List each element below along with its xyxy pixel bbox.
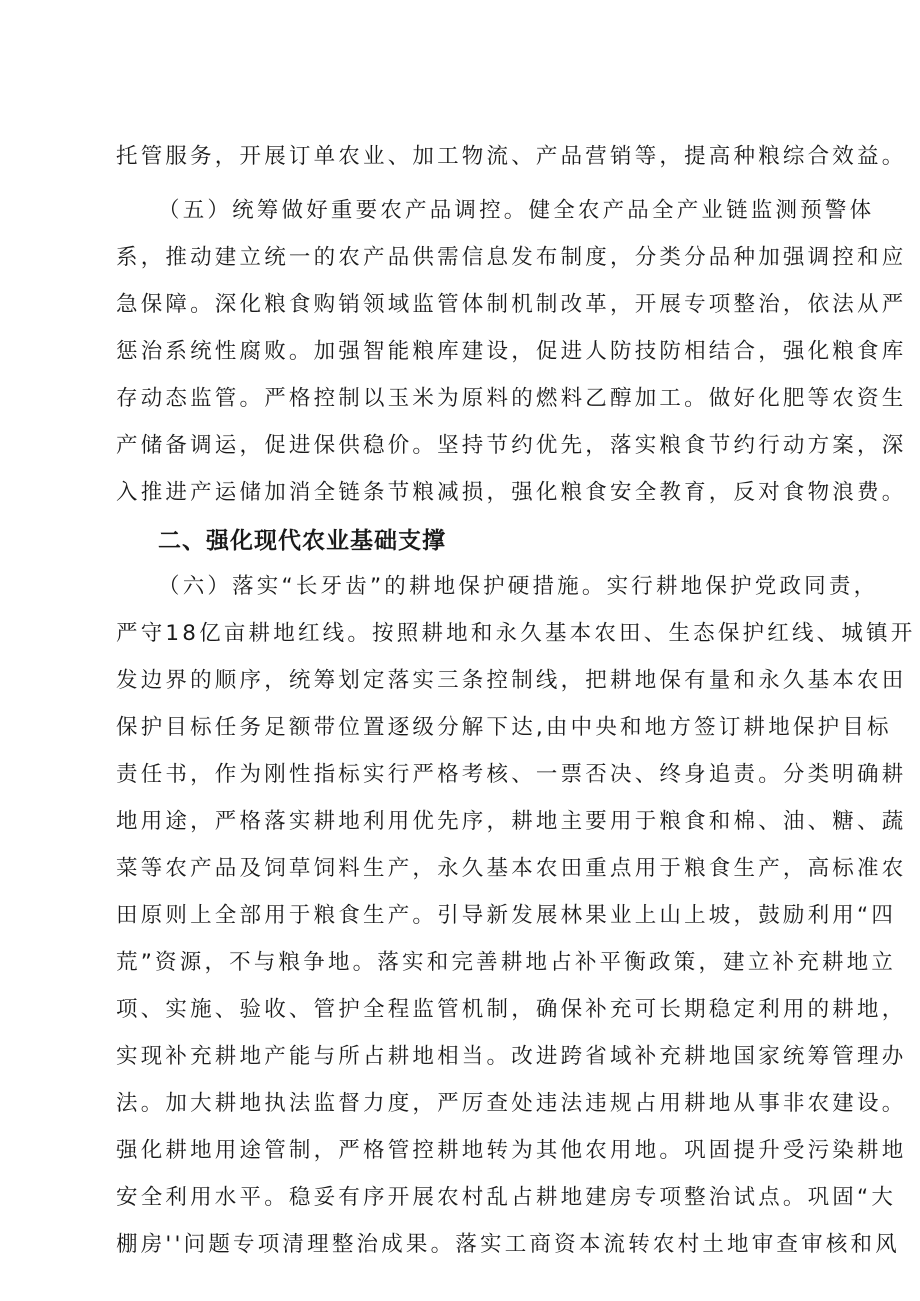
paragraph-line: 强化耕地用途管制，严格管控耕地转为其他农用地。巩固提升受污染耕地 — [116, 1138, 907, 1163]
paragraph-line: 实现补充耕地产能与所占耕地相当。改进跨省域补充耕地国家统筹管理办 — [116, 1044, 907, 1069]
section-heading: 二、强化现代农业基础支撑 — [158, 528, 446, 554]
paragraph-line: 地用途，严格落实耕地利用优先序，耕地主要用于粮食和棉、油、糖、蔬 — [116, 809, 907, 834]
paragraph-line: 系，推动建立统一的农产品供需信息发布制度，分类分品种加强调控和应 — [116, 245, 907, 270]
paragraph-line: 责任书，作为刚性指标实行严格考核、一票否决、终身追责。分类明确耕 — [116, 762, 907, 787]
paragraph-line: 保护目标任务足额带位置逐级分解下达,由中央和地方签订耕地保护目标 — [116, 715, 892, 740]
paragraph-line: 托管服务，开展订单农业、加工物流、产品营销等，提高种粮综合效益。 — [116, 144, 907, 169]
paragraph-line: 急保障。深化粮食购销领域监管体制机制改革，开展专项整治，依法从严 — [116, 292, 907, 317]
paragraph-line: 安全利用水平。稳妥有序开展农村乱占耕地建房专项整治试点。巩固“大 — [116, 1185, 897, 1210]
paragraph-line: （六）落实“长牙齿”的耕地保护硬措施。实行耕地保护党政同责， — [158, 574, 879, 599]
paragraph-line: 田原则上全部用于粮食生产。引导新发展林果业上山上坡，鼓励利用“四 — [116, 903, 897, 928]
paragraph-line: 严守18亿亩耕地红线。按照耕地和永久基本农田、生态保护红线、城镇开 — [116, 621, 916, 646]
paragraph-line: 菜等农产品及饲草饲料生产，永久基本农田重点用于粮食生产，高标准农 — [116, 856, 907, 881]
paragraph-line: 发边界的顺序，统筹划定落实三条控制线，把耕地保有量和永久基本农田 — [116, 668, 907, 693]
paragraph-line: 棚房''问题专项清理整治成果。落实工商资本流转农村土地审查审核和风 — [116, 1232, 900, 1257]
paragraph-line: 产储备调运，促进保供稳价。坚持节约优先，落实粮食节约行动方案，深 — [116, 433, 907, 458]
paragraph-line: 项、实施、验收、管护全程监管机制，确保补充可长期稳定利用的耕地， — [116, 997, 907, 1022]
paragraph-line: （五）统筹做好重要农产品调控。健全农产品全产业链监测预警体 — [158, 198, 875, 223]
paragraph-line: 存动态监管。严格控制以玉米为原料的燃料乙醇加工。做好化肥等农资生 — [116, 386, 907, 411]
paragraph-line: 法。加大耕地执法监督力度，严厉查处违法违规占用耕地从事非农建设。 — [116, 1091, 907, 1116]
paragraph-line: 荒”资源，不与粮争地。落实和完善耕地占补平衡政策，建立补充耕地立 — [116, 950, 897, 975]
paragraph-line: 惩治系统性腐败。加强智能粮库建设，促进人防技防相结合，强化粮食库 — [116, 339, 907, 364]
paragraph-line: 入推进产运储加消全链条节粮减损，强化粮食安全教育，反对食物浪费。 — [116, 480, 907, 505]
